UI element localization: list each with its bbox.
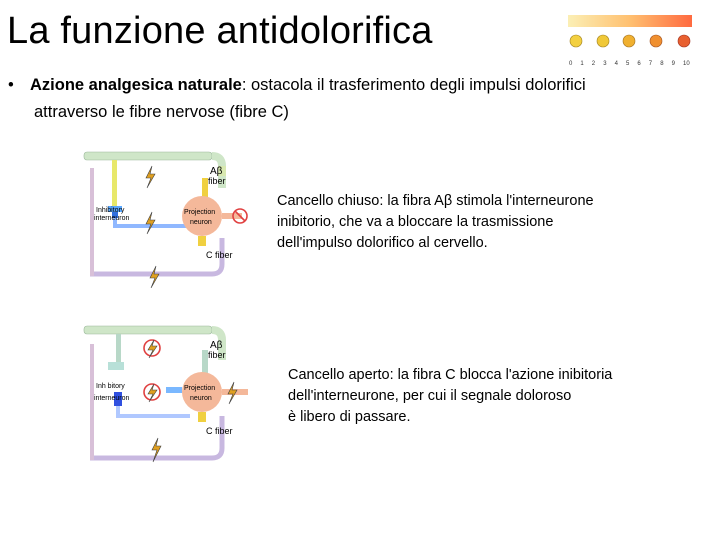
pain-scale-image: [566, 5, 696, 69]
neuron-label: neuron: [190, 395, 212, 402]
pain-scale-numbers: [569, 61, 690, 67]
projection-neuron: [182, 372, 222, 412]
c-fiber: [90, 416, 222, 458]
abeta-fiber-label: fiber: [208, 176, 226, 186]
pain-scale-number: 9: [671, 61, 675, 67]
pain-scale-number: 4: [614, 61, 618, 67]
interneuron-label: interneuron: [94, 215, 130, 222]
bullet-text: : ostacola il trasferimento degli impulsi dolorifici: [241, 76, 586, 94]
gate-open-diagram: [82, 320, 262, 470]
pain-scale-number: 5: [626, 61, 630, 67]
projection-neuron: [182, 196, 222, 236]
inhibitory-interneuron: [108, 362, 124, 370]
projection-label: Projection: [184, 385, 216, 392]
inhibitory-label: Inh bitory: [96, 383, 125, 390]
lightning-icon: [146, 212, 155, 234]
bullet-continuation: attraverso le fibre nervose (fibre C): [34, 103, 289, 121]
interneuron-label: interneuron: [94, 395, 130, 402]
gate-closed-caption: Cancello chiuso: la fibra Aβ stimola l'interneurone inibitorio, che va a bloccare la trasmissione dell'impulso dolorifico al cervello.: [277, 193, 594, 251]
face-icon: [678, 35, 690, 47]
bullet-point: [8, 76, 586, 95]
slide-title: La funzione antidolorifica: [7, 10, 433, 52]
pain-scale-number: 10: [683, 61, 690, 67]
c-fiber-label: C fiber: [206, 250, 233, 260]
projection-label: Projection: [184, 209, 216, 216]
lightning-icon: [146, 166, 155, 188]
face-icon: [650, 35, 662, 47]
pain-scale-number: 8: [660, 61, 664, 67]
abeta-label: Aβ: [210, 340, 223, 351]
lightning-icon: [150, 266, 159, 288]
face-icon: [597, 35, 609, 47]
inhibitory-label: Inhibitory: [96, 207, 125, 214]
pain-scale-number: 7: [648, 61, 653, 67]
pain-scale-number: 0: [569, 61, 573, 67]
face-icon: [623, 35, 635, 47]
abeta-branch: [112, 160, 117, 208]
gate-closed-diagram: [82, 148, 262, 288]
pain-gradient-bar: [568, 15, 692, 27]
pain-faces: [570, 35, 690, 47]
bullet-bold-text: Azione analgesica naturale: [30, 76, 242, 94]
pain-scale-number: 3: [603, 61, 607, 67]
abeta-branch: [116, 334, 121, 364]
bullet-marker: •: [8, 76, 14, 94]
abeta-fiber-label: fiber: [208, 350, 226, 360]
gate-open-caption: Cancello aperto: la fibra C blocca l'azione inibitoria dell'interneurone, per cui il segnale doloroso è libero di passare.: [288, 367, 613, 425]
pain-scale-number: 1: [580, 61, 584, 67]
pain-scale-number: 6: [637, 61, 641, 67]
c-fiber-label: C fiber: [206, 426, 233, 436]
neuron-label: neuron: [190, 219, 212, 226]
face-icon: [570, 35, 582, 47]
abeta-label: Aβ: [210, 166, 223, 177]
pain-scale-number: 2: [591, 61, 596, 67]
